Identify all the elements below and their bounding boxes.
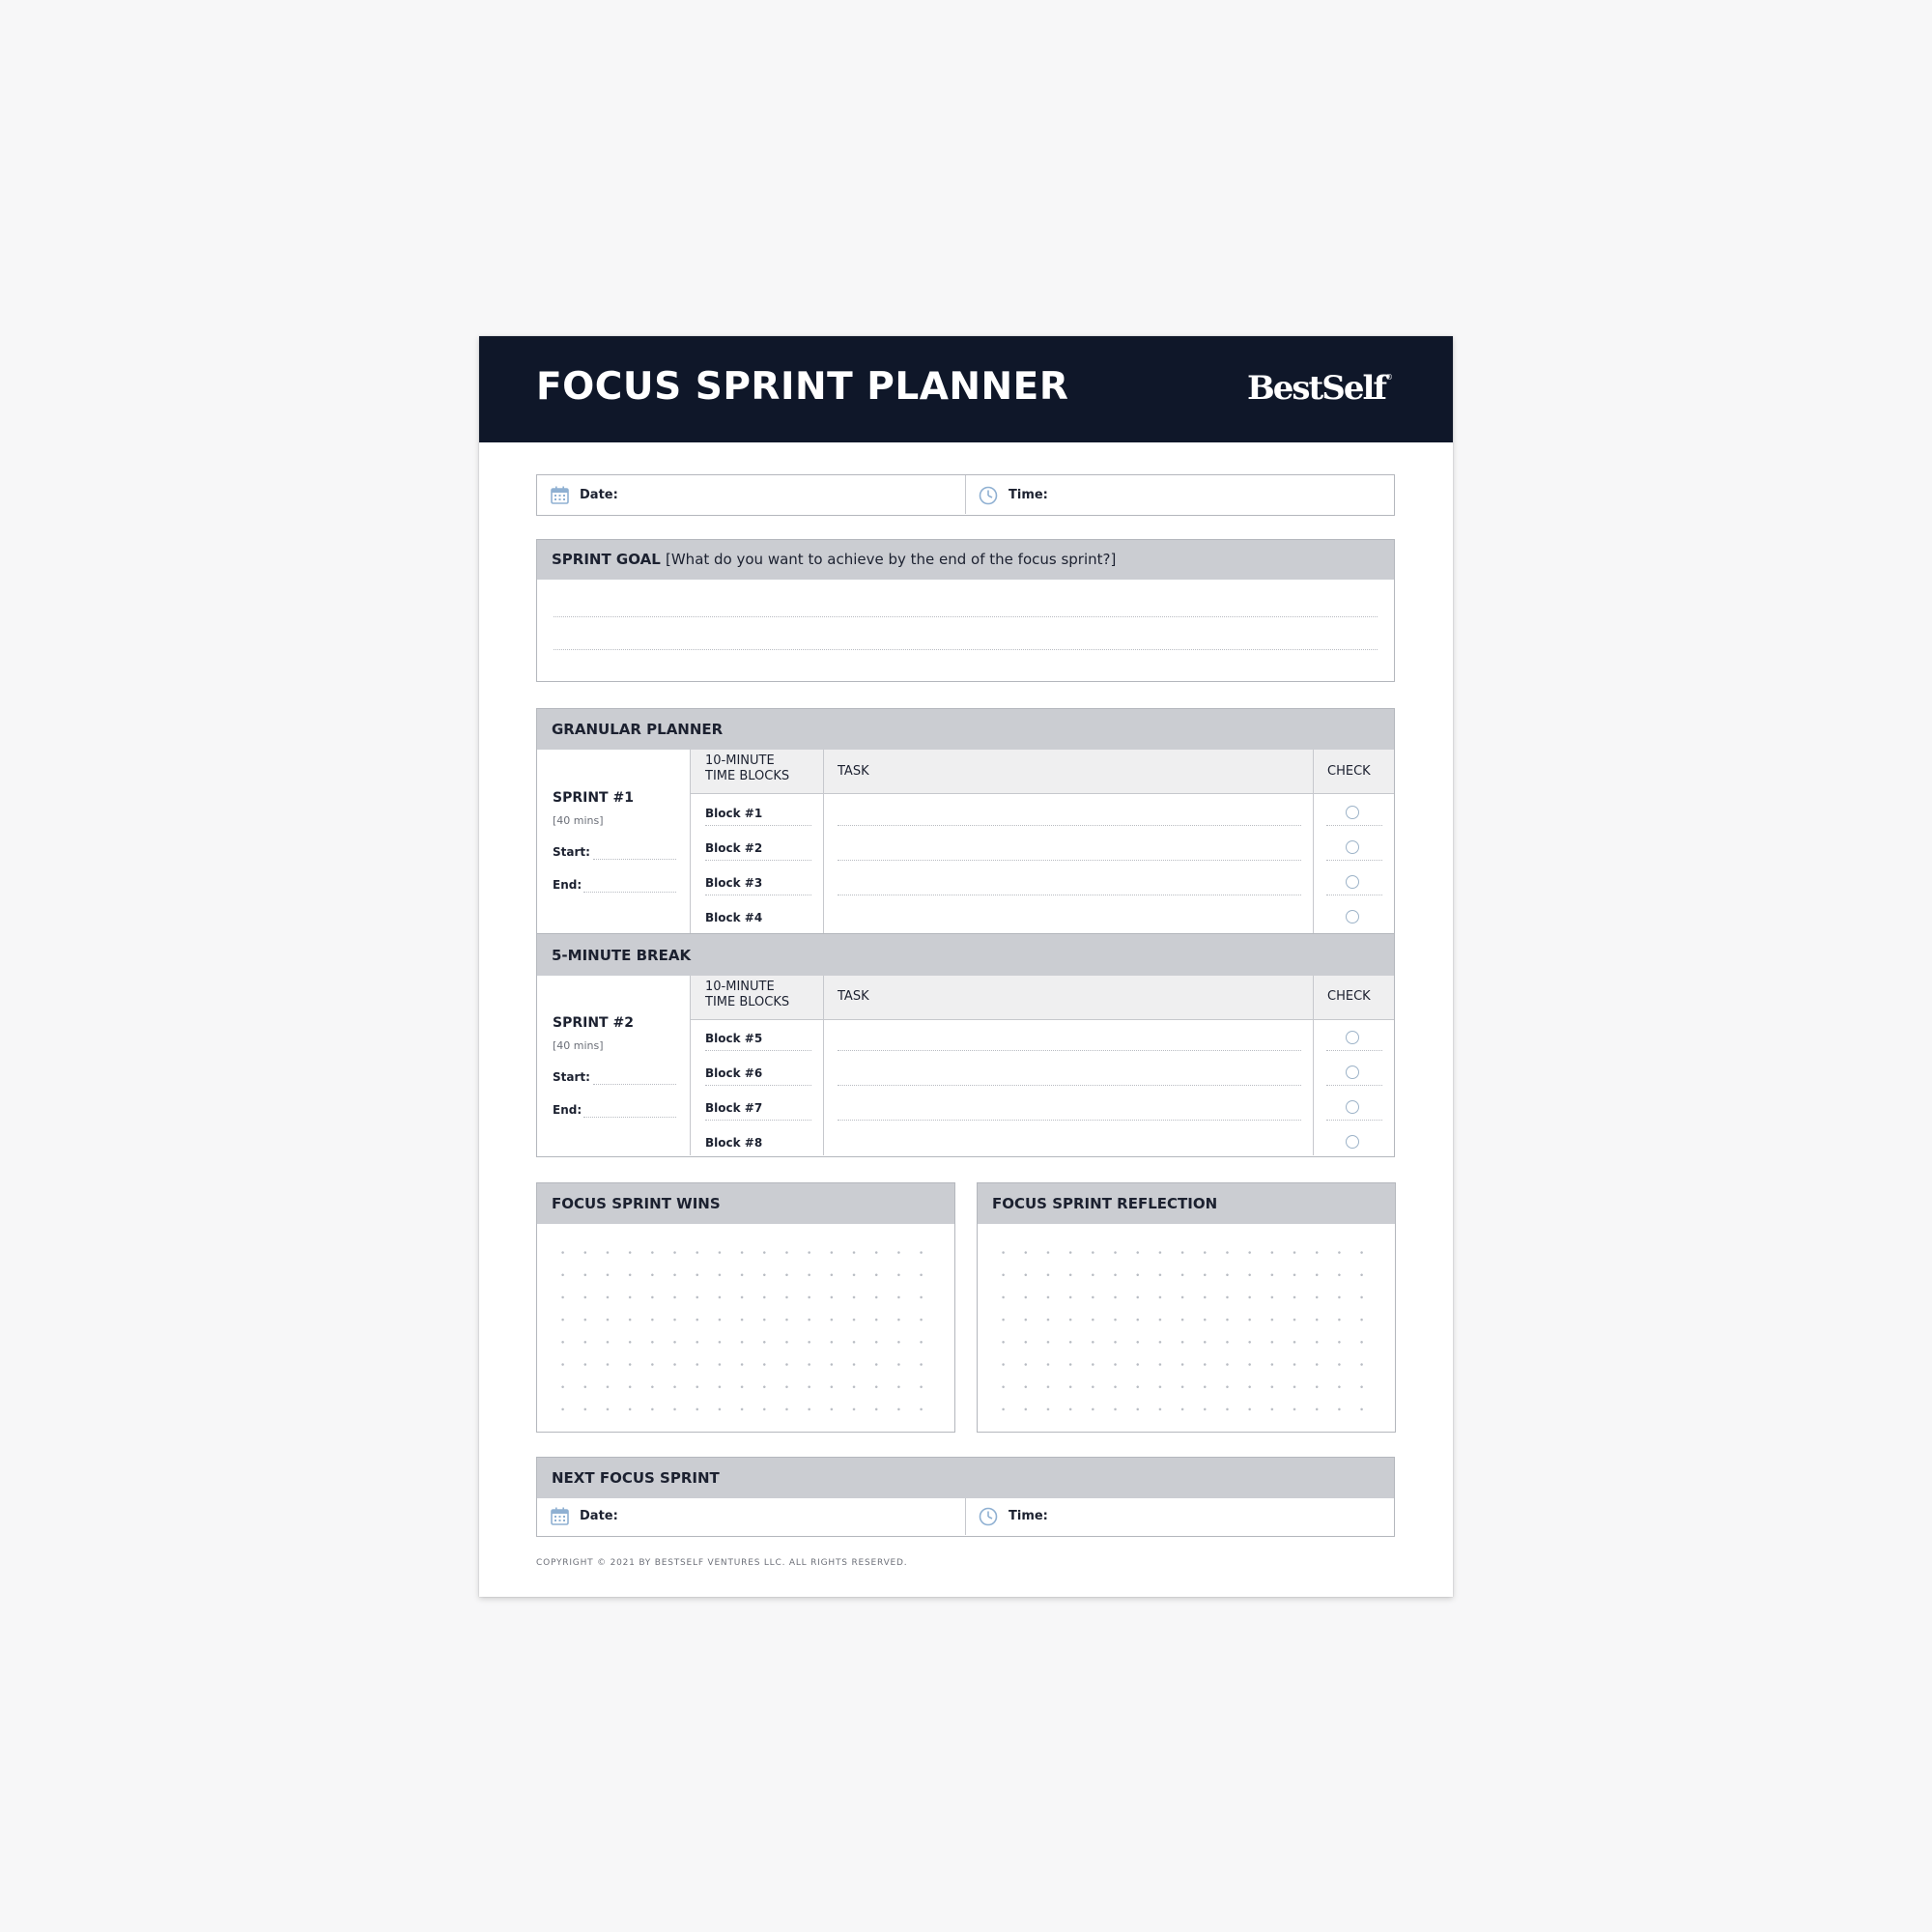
registered-mark: ® — [1385, 373, 1393, 382]
check-underline — [1326, 860, 1382, 861]
block-underline — [705, 860, 811, 861]
reflection-dot-grid[interactable] — [992, 1241, 1382, 1421]
check-underline — [1326, 1085, 1382, 1086]
copyright-footer: COPYRIGHT © 2021 BY BESTSELF VENTURES LLC. ALL RIGHTS RESERVED. — [536, 1558, 908, 1568]
sprint-divider — [690, 750, 691, 933]
wins-dot-grid[interactable] — [552, 1241, 942, 1421]
block-label: Block #2 — [705, 841, 763, 855]
sprint-2-start-label: Start: — [553, 1070, 590, 1084]
time-blocks-line2: TIME BLOCKS — [705, 769, 790, 783]
next-date-label: Date: — [580, 1509, 618, 1523]
sprint-goal-title: SPRINT GOAL — [552, 551, 661, 568]
wins-section — [536, 1182, 955, 1433]
clock-icon — [979, 1507, 998, 1526]
task-line[interactable] — [838, 825, 1301, 826]
granular-planner-title: GRANULAR PLANNER — [552, 721, 724, 738]
task-line[interactable] — [838, 860, 1301, 861]
sprint-goal-header — [537, 540, 1394, 580]
date-time-divider — [965, 475, 966, 514]
column-header-bottom — [691, 1019, 1394, 1020]
sprint-1-start-field[interactable] — [593, 859, 676, 860]
column-header-task: TASK — [838, 764, 869, 779]
block-label: Block #7 — [705, 1101, 763, 1115]
block-label: Block #3 — [705, 876, 763, 890]
brand-name: BestSelf — [1247, 369, 1385, 408]
column-header-check: CHECK — [1327, 764, 1371, 779]
next-time-label: Time: — [1009, 1509, 1048, 1523]
break-header — [537, 933, 1394, 976]
check-circle[interactable] — [1346, 875, 1359, 889]
goal-writing-line[interactable] — [554, 649, 1378, 650]
column-header-time-blocks — [705, 980, 789, 1010]
granular-planner-section — [536, 708, 1395, 1157]
sprint-1-name: SPRINT #1 — [553, 790, 634, 806]
sprint-2-duration: [40 mins] — [553, 1039, 604, 1052]
sprint-divider — [690, 976, 691, 1155]
time-blocks-line2: TIME BLOCKS — [705, 995, 790, 1009]
block-underline — [705, 1085, 811, 1086]
goal-writing-line[interactable] — [554, 616, 1378, 617]
calendar-icon — [551, 486, 569, 504]
column-header-row — [691, 750, 1394, 793]
check-circle[interactable] — [1346, 1065, 1359, 1079]
blocks-divider — [823, 750, 824, 933]
next-sprint-section — [536, 1457, 1395, 1537]
sprint-2-start-field[interactable] — [593, 1084, 676, 1085]
column-header-check: CHECK — [1327, 989, 1371, 1004]
column-header-bottom — [691, 793, 1394, 794]
header-banner — [479, 336, 1453, 442]
column-header-row — [691, 976, 1394, 1019]
task-line[interactable] — [838, 1085, 1301, 1086]
check-underline — [1326, 1120, 1382, 1121]
reflection-title: FOCUS SPRINT REFLECTION — [992, 1195, 1218, 1212]
block-label: Block #6 — [705, 1066, 763, 1080]
next-date-time-divider — [965, 1498, 966, 1535]
sprint-1-start-label: Start: — [553, 845, 590, 859]
check-circle[interactable] — [1346, 840, 1359, 854]
check-underline — [1326, 825, 1382, 826]
planner-sheet — [479, 336, 1453, 1597]
next-sprint-header — [537, 1458, 1394, 1498]
block-label: Block #8 — [705, 1136, 763, 1150]
block-label: Block #4 — [705, 911, 763, 924]
date-time-row — [536, 474, 1395, 516]
block-label: Block #1 — [705, 807, 763, 820]
column-header-task: TASK — [838, 989, 869, 1004]
check-circle[interactable] — [1346, 910, 1359, 923]
task-line[interactable] — [838, 1120, 1301, 1121]
time-blocks-line1: 10-MINUTE — [705, 980, 775, 994]
brand-logo — [1247, 369, 1393, 408]
time-blocks-line1: 10-MINUTE — [705, 753, 775, 768]
block-underline — [705, 825, 811, 826]
wins-title: FOCUS SPRINT WINS — [552, 1195, 721, 1212]
sprint-goal-hint: [What do you want to achieve by the end of the focus sprint?] — [666, 551, 1117, 568]
check-underline — [1326, 1050, 1382, 1051]
sprint-1-end-field[interactable] — [583, 892, 676, 893]
check-circle[interactable] — [1346, 1135, 1359, 1149]
check-circle[interactable] — [1346, 1100, 1359, 1114]
sprint-2-end-label: End: — [553, 1103, 582, 1117]
blocks-divider — [823, 976, 824, 1155]
reflection-header — [978, 1183, 1395, 1224]
task-line[interactable] — [838, 1050, 1301, 1051]
sprint-1-end-label: End: — [553, 878, 582, 892]
check-circle[interactable] — [1346, 806, 1359, 819]
reflection-section — [977, 1182, 1396, 1433]
calendar-icon — [551, 1507, 569, 1525]
block-underline — [705, 1050, 811, 1051]
date-label: Date: — [580, 488, 618, 502]
page-title: FOCUS SPRINT PLANNER — [536, 365, 1069, 409]
time-label: Time: — [1009, 488, 1048, 502]
check-circle[interactable] — [1346, 1031, 1359, 1044]
next-sprint-title: NEXT FOCUS SPRINT — [552, 1469, 720, 1487]
clock-icon — [979, 486, 998, 505]
block-label: Block #5 — [705, 1032, 763, 1045]
sprint-goal-section — [536, 539, 1395, 682]
column-header-time-blocks — [705, 753, 789, 784]
sprint-2-end-field[interactable] — [583, 1117, 676, 1118]
block-underline — [705, 1120, 811, 1121]
sprint-1-duration: [40 mins] — [553, 814, 604, 827]
wins-header — [537, 1183, 954, 1224]
break-title: 5-MINUTE BREAK — [552, 947, 692, 964]
granular-planner-header — [537, 709, 1394, 750]
sprint-2-name: SPRINT #2 — [553, 1015, 634, 1031]
task-divider — [1313, 976, 1314, 1155]
task-divider — [1313, 750, 1314, 933]
